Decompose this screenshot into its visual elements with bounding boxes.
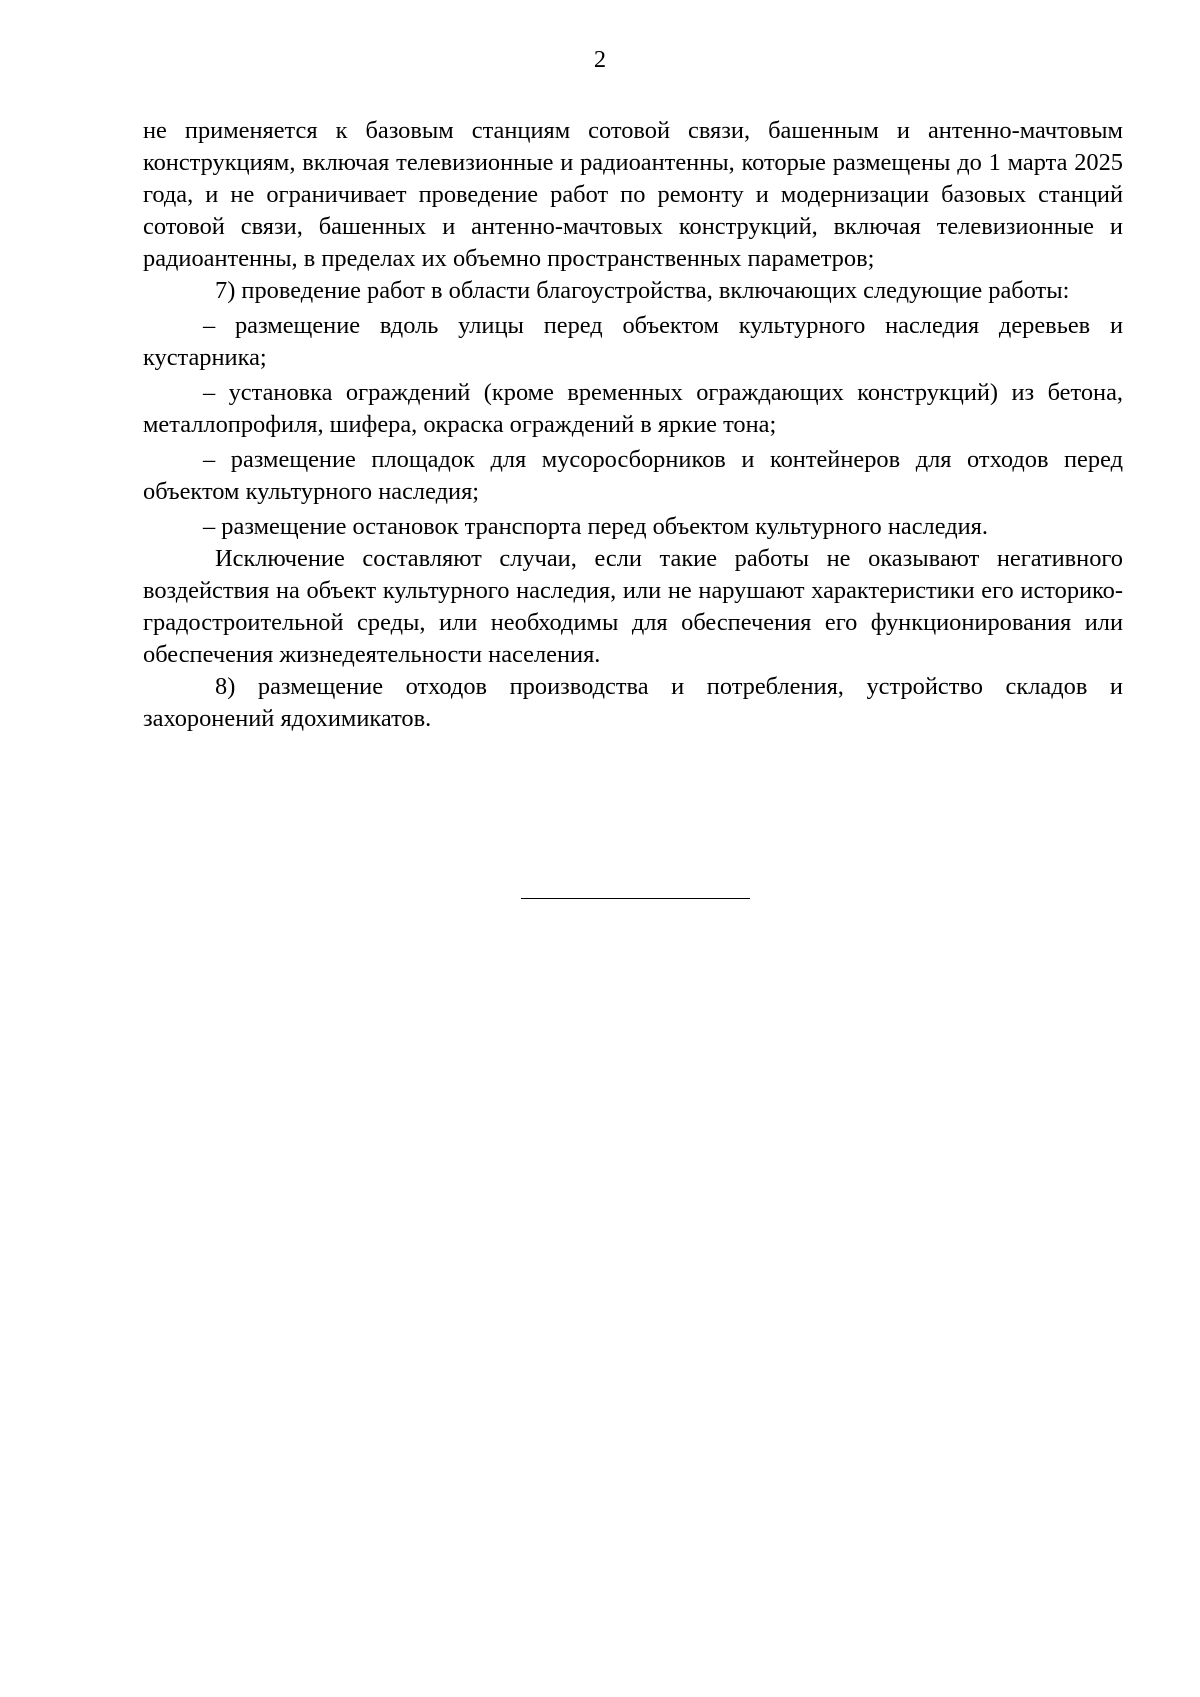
paragraph-item-7: 7) проведение работ в области благоустройства, включающих следующие работы:: [215, 277, 1070, 304]
list-item-waste-sites: – размещение площадок для мусоросборников и контейнеров для отходов перед объектом культурного наследия;: [143, 446, 1123, 505]
list-item-fences: – установка ограждений (кроме временных ограждающих конструкций) из бетона, металлопрофиля, шифера, окраска ограждений в яркие тона;: [143, 379, 1123, 438]
end-of-document-rule: [521, 898, 750, 899]
page-number: 2: [593, 46, 607, 73]
paragraph-exception: Исключение составляют случаи, если такие работы не оказывают негативного воздействия на объект культурного наследия, или не нарушают характеристики его историко-градостроительной среды, или необходимы для обеспечения его функционирования или обеспечения жизнедеятельности населения.: [143, 545, 1123, 668]
document-body: [143, 115, 1123, 735]
paragraph-continuation: не применяется к базовым станциям сотовой связи, башенным и антенно-мачтовым конструкциям, включая телевизионные и радиоантенны, которые размещены до 1 марта 2025 года, и не ограничивает проведение работ по ремонту и модернизации базовых станций сотовой связи, башенных и антенно-мачтовых конструкций, включая телевизионные и радиоантенны, в пределах их объемно пространственных параметров;: [143, 117, 1123, 272]
list-item-transport-stops: – размещение остановок транспорта перед объектом культурного наследия.: [203, 513, 988, 540]
paragraph-item-8: 8) размещение отходов производства и потребления, устройство складов и захоронений ядохимикатов.: [143, 673, 1123, 732]
list-item-trees: – размещение вдоль улицы перед объектом культурного наследия деревьев и кустарника;: [143, 312, 1123, 371]
